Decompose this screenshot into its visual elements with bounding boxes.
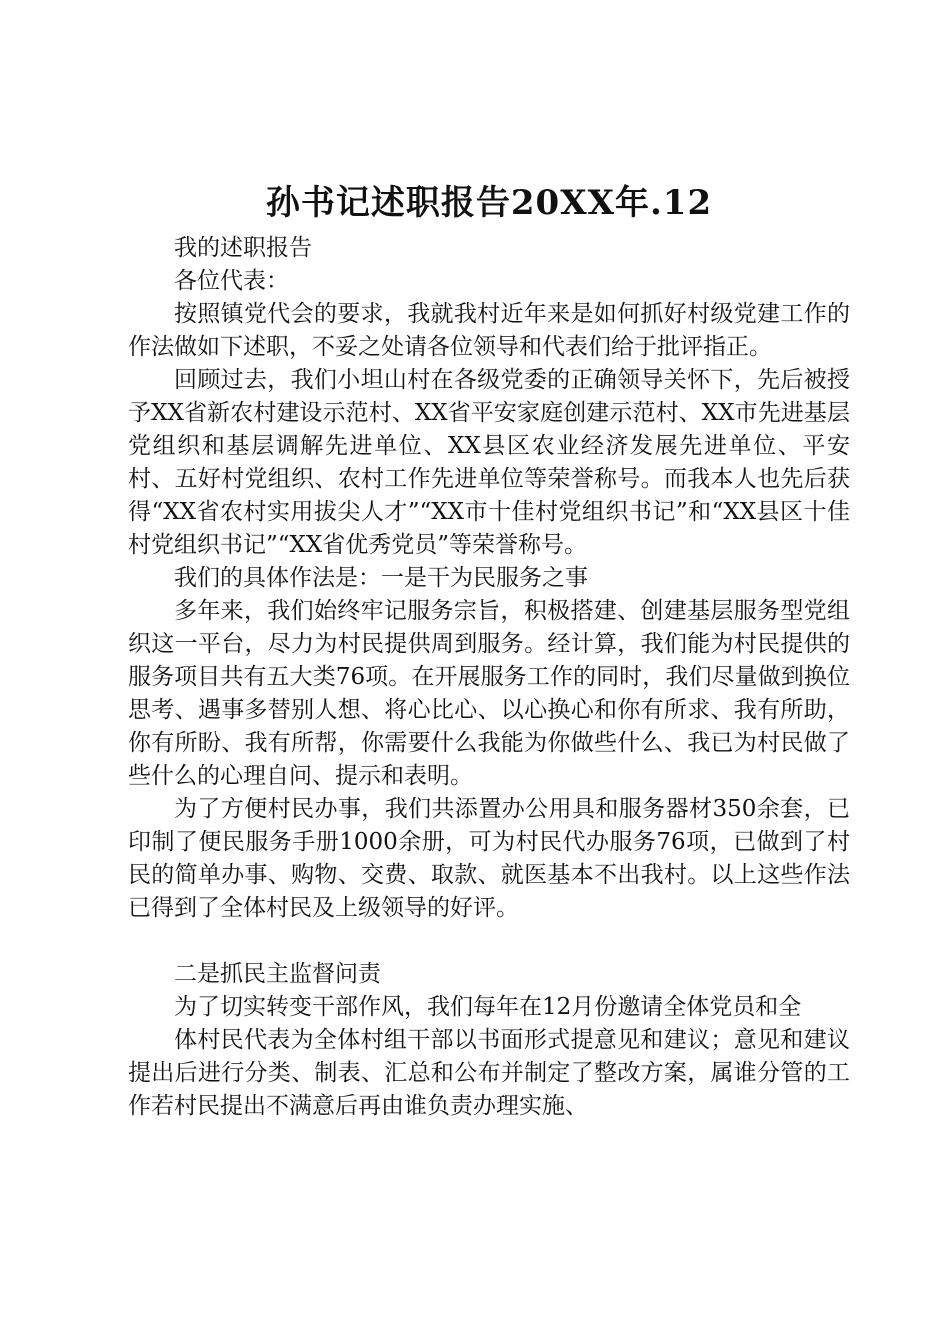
paragraph-supervision-b: 体村民代表为全体村组干部以书面形式提意见和建议；意见和建议提出后进行分类、制表、汇总和公布并制定了整改方案，属谁分管的工作若村民提出不满意后再由谁负责办理实施、: [128, 1027, 850, 1119]
paragraph-supervision-a: 为了切实转变干部作风，我们每年在12月份邀请全体党员和全: [174, 994, 802, 1020]
paragraph-intro: 按照镇党代会的要求，我就我村近年来是如何抓好村级党建工作的作法做如下述职，不妥之处请各位领导和代表们给于批评指正。: [128, 301, 850, 360]
paragraph-service: 多年来，我们始终牢记服务宗旨，积极搭建、创建基层服务型党组织这一平台，尽力为村民提供周到服务。经计算，我们能为村民提供的服务项目共有五大类76项。在开展服务工作的同时，我们尽量做到换位思考、遇事多替别人想、将心比心、以心换心和你有所求、我有所助，你有所盼、我有所帮，你需要什么我能为你做些什么、我已为村民做了些什么的心理自问、提示和表明。: [128, 598, 850, 789]
paragraph-salutation: 各位代表：: [174, 268, 289, 294]
paragraph-spacer: [128, 925, 850, 958]
document-title: 孙书记述职报告20XX年.12: [265, 183, 713, 223]
paragraph-method-two-heading: 二是抓民主监督问责: [174, 961, 381, 987]
paragraph-method-one-heading: 我们的具体作法是：一是干为民服务之事: [174, 565, 588, 591]
paragraph-report-heading: 我的述职报告: [174, 235, 312, 261]
paragraph-convenience: 为了方便村民办事，我们共添置办公用具和服务器材350余套，已印制了便民服务手册1000余册，可为村民代办服务76项，已做到了村民的简单办事、购物、交费、取款、就医基本不出我村。以上这些作法已得到了全体村民及上级领导的好评。: [128, 796, 850, 921]
paragraph-review: 回顾过去，我们小坦山村在各级党委的正确领导关怀下，先后被授予XX省新农村建设示范村、XX省平安家庭创建示范村、XX市先进基层党组织和基层调解先进单位、XX县区农业经济发展先进单位、平安村、五好村党组织、农村工作先进单位等荣誉称号。而我本人也先后获得“XX省农村实用拔尖人才”“XX市十佳村党组织书记”和“XX县区十佳村党组织书记”“XX省优秀党员”等荣誉称号。: [128, 367, 850, 558]
document-page: [128, 180, 850, 1123]
